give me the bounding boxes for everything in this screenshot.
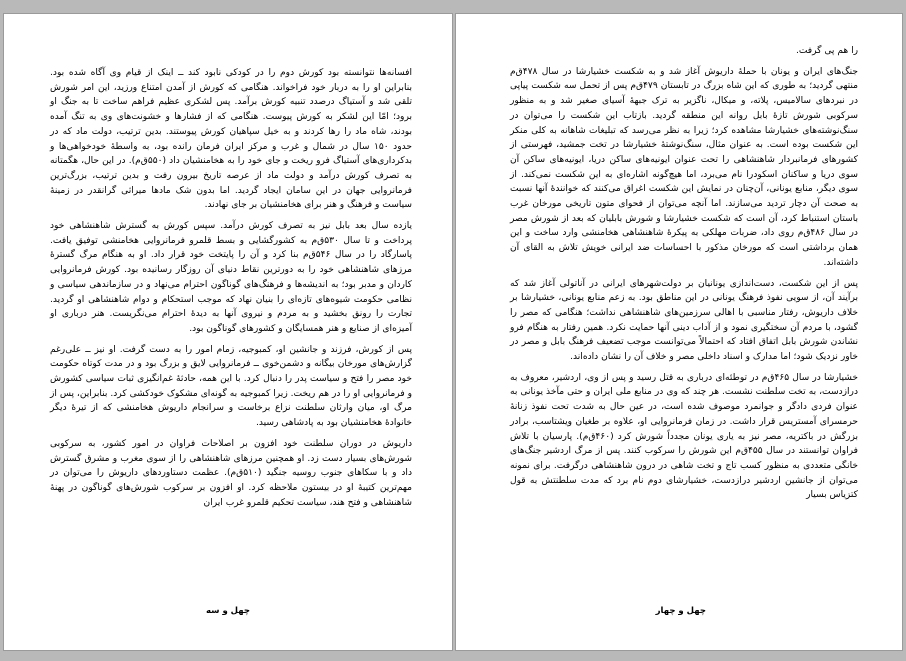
left-paragraph-2: یازده سال بعد بابل نیز به تصرف کورش درآمد. سپس کورش به گسترش شاهنشاهی خود پرداخت و تا سال ۵۳۰ق‌م به کشورگشایی و بسط قلمرو فرمانروایی هخامنشی توفیق یافت. پاسارگاد را در سال ۵۴۶ق‌م بنا کرد و آن را پایتخت خود قرار داد. او به هنگام مرگ گسترهٔ مرزهای شاهنشاهی خود را به دورترین نقاط دنیای آن روزگار رسانیده بود. کورش فرمانروایی کاردان و مدبر بود؛ به اندیشه‌ها و فرهنگ‌های گوناگون احترام می‌نهاد و در سازماندهی سیاسی و نظامی حکومت شیوه‌های تازه‌ای را بنیان نهاد که موجب استحکام و دوام شاهنشاهی او گردید. تجارت را رونق بخشید و به مردم و نیروی آنها به دیدهٔ احترام می‌نگریست. هنر درباری او آمیزه‌ای از صنایع و هنر همسایگان و کشورهای گوناگون بود. [50, 221, 412, 334]
right-paragraph-2: جنگ‌های ایران و یونان با حملهٔ داریوش آغاز شد و به شکست خشیارشا در سال ۴۷۸ق‌م منتهی گردید؛ به طوری که این شاه بزرگ در تابستان ۴۷۹ق‌م پس از تحمل سه شکست پیاپی در نبردهای سالامیس، پلاته، و میکال، ناگزیر به ترک جبههٔ آسیای صغیر شد و به منظور سرکوبی شورش تازهٔ بابل روانه این منطقه گردید. بازتاب این شکست را می‌توان در سنگ‌نوشته‌های خشیارشا مشاهده کرد؛ زیرا به نظر می‌رسد که تبلیغات شاهانه به کلی منکر این شکست بوده است. به عنوان مثال، سنگ‌نوشتهٔ خشیارشا در تخت جمشید، فهرستی از کشورهای فرمانبردار شاهنشاهی را تحت عنوان ایونیه‌های ساکن دریا، ایونیه‌های ساکن آن سوی دریا و ساکنان اسکودرا نام می‌برد، اما هیچ‌گونه اشاره‌ای به این شکست نمی‌کند. از سوی دیگر، منابع یونانی، آن‌چنان در نمایش این شکست اغراق می‌کنند که خوانندهٔ آنها نسبت به صحت آن دچار تردید می‌سازند. اما آنچه می‌توان از فحوای متون تاریخی مورخان غرب باستان استنباط کرد، آن است که شکست خشیارشا و شورش بابلیان که بعد از شورش مصر در سال ۴۸۶ق‌م روی داد، ضربات مهلکی به پیکرهٔ شاهنشاهی هخامنشی وارد ساخت و این همان برداشتی است که مورخان مذکور با احساسات ضد ایرانی خویش تلاش به القای آن داشته‌اند. [510, 66, 858, 268]
right-paragraph-4: خشیارشا در سال ۴۶۵ق‌م در توطئه‌ای درباری به قتل رسید و پس از وی، اردشیر، معروف به درازدست، به تخت سلطنت نشست. هر چند که وی در منابع ملی ایران و حتی مآخذ یونانی به عنوان فردی دادگر و جوانمرد موصوف شده است، در عین حال به شدت تحت نفوذ زنانهٔ حرمسرای آمستریس قرار داشت. در زمان فرمانروایی او، علاوه بر طغیان ویشتاسب، برادر بزرگش در باکتریه، مصر نیز به یاری یونان مجدداً شورش کرد (۴۶۰ق‌م). پارسیان با تلاش فراوان توانستند در سال ۴۵۵ق‌م این شورش را سرکوب کنند. پس از مرگ اردشیر جنگ‌های خانگی متعددی به منظور کسب تاج و تخت شاهی در درون شاهنشاهی درگرفت. برای نمونه می‌توان از جانشین اردشیر درازدست، خشیارشای دوم نام برد که مدت سلطنتش به قول کتزیاس بسیار [510, 372, 858, 501]
right-paragraph-1: را هم پی گرفت. [795, 46, 858, 56]
right-page-body [510, 44, 858, 503]
page-right [456, 14, 902, 650]
page-left [4, 14, 452, 650]
left-paragraph-1: افسانه‌ها نتوانسته بود کورش دوم را در کودکی نابود کند ــ اینک از قیام وی آگاه شده بود. بنابراین او را به دربار خود فراخواند. هنگامی که کورش از آمدن امتناع ورزید، این امر شورش تلقی شد و آستیاگ درصدد تنبیه کورش برآمد. پس لشکری عظیم فراهم ساخت تا به جنگ او برود؛ امّا این لشکر به کورش پیوست. هنگامی که از فشارها و خشونت‌های وی به تنگ آمده بودند، شاه ماد را رها کردند و به خیل سپاهیان کورش پیوستند. بدین ترتیب، دولت ماد که در حدود ۱۵۰ سال در شمال و غرب و مرکز ایران فرمان رانده بود، به واسطهٔ خودخواهی‌ها و بدکرداری‌های آستیاگ فرو ریخت و جای خود را به هخامنشیان داد (۵۵۰ق‌م). در این حال، هگمتانه به تصرف کورش درآمد و دولت ماد از عرصه تاریخ بیرون رفت و بدین ترتیب، بزرگ‌ترین فرمانروایی جهان در این سامان ایجاد گردید. اما بدون شک مادها میراثی گرانقدر در زمینهٔ سیاست و فرهنگ و هنر برای هخامنشیان بر جای نهادند. [50, 68, 412, 211]
left-page-number: چهل و سه [205, 606, 251, 616]
left-paragraph-3: پس از کورش، فرزند و جانشین او، کمبوجیه، زمام امور را به دست گرفت. او نیز ــ علی‌رغم گزارش‌های مورخان بیگانه و دشمن‌خوی ــ فرمانروایی لایق و بزرگ بود و در مدت کوتاه حکومت خود مصر را فتح و سیاست پدر را دنبال کرد. با این همه، حادثهٔ غم‌انگیزی ثبات سیاسی کشورش و فرمانروایی او را در هم ریخت. زیرا کمبوجیه به گونه‌ای مشکوک خودکشی کرد. بنابراین، پس از مرگ او، میان وارثان سلطنت نزاع برخاست و سرانجام داریوش هخامنشی که از تیرهٔ دیگر خانوادهٔ هخامنشیان بود به پادشاهی رسید. [50, 344, 412, 429]
left-paragraph-4: داریوش در دوران سلطنت خود افزون بر اصلاحات فراوان در امور کشور، به سرکوبی شورش‌های بسیار دست زد. او همچنین مرزهای شاهنشاهی را از سوی مغرب و مشرق گسترش داد و با سکاهای جنوب روسیه جنگید (۵۱۰ق‌م). عظمت دستاوردهای داریوش را می‌توان در مهم‌ترین کتیبهٔ او در بیستون ملاحظه کرد. او افزون بر سرکوب شورش‌های گوناگون در پهنهٔ شاهنشاهی و فتح هند، سیاست تحکیم قلمرو غرب ایران [50, 438, 412, 508]
right-page-number: چهل و چهار [655, 606, 706, 616]
left-page-body [50, 66, 412, 510]
right-paragraph-3: پس از این شکست، دست‌اندازی یونانیان بر دولت‌شهرهای ایرانی در آناتولی آغاز شد که برآیند آن، از سویی نفوذ فرهنگ یونانی در این مناطق بود. به زعم منابع یونانی، خشیارشا بر خلاف داریوش، رفتار مناسبی با اهالی سرزمین‌های شاهنشاهی نداشت؛ هنگامی که مصر را گشود، با مردم آن سختگیری نمود و از آداب دینی آنها حمایت نکرد. همین رفتار به هنگام فرو نشاندن شورش بابل اتفاق افتاد که احتمالاً می‌توانست موجب تضعیف فرهنگ بابل و مصر در خاور نزدیک شود؛ اما مدارک و اسناد داخلی مصر و خلاف آن را نشان داده‌اند. [510, 278, 858, 363]
